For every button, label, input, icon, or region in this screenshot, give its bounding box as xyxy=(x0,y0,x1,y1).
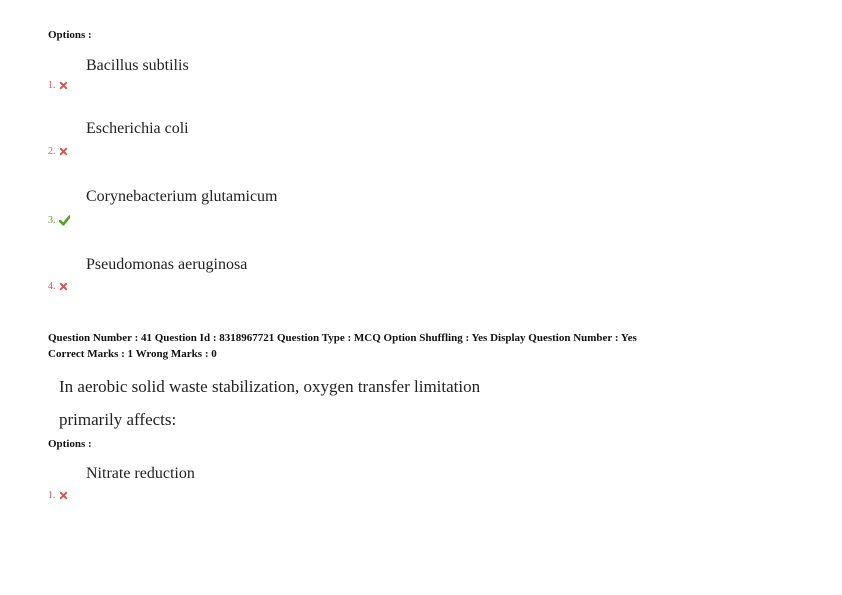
option-4-text: Pseudomonas aeruginosa xyxy=(86,256,248,273)
question-text-line1: In aerobic solid waste stabilization, oxygen transfer limitation xyxy=(59,377,481,396)
cross-icon xyxy=(59,491,68,500)
option-2-number: 2. xyxy=(48,146,56,157)
q41-option-1-number: 1. xyxy=(48,490,56,501)
option-1-number: 1. xyxy=(48,80,56,91)
option-2-text: Escherichia coli xyxy=(86,120,189,137)
cross-icon xyxy=(59,147,68,156)
question-meta-line1: Question Number : 41 Question Id : 8318967721 Question Type : MCQ Option Shuffling : Yes Display Question Number : Yes xyxy=(48,332,637,344)
options-label: Options : xyxy=(48,29,92,41)
options-label-2: Options : xyxy=(48,438,92,450)
cross-icon xyxy=(59,81,68,90)
option-4-marker xyxy=(48,281,68,292)
option-1-text: Bacillus subtilis xyxy=(86,57,189,74)
q41-option-1-text: Nitrate reduction xyxy=(86,465,195,482)
option-3-number: 3. xyxy=(48,215,56,226)
check-icon xyxy=(59,215,70,226)
q41-option-1-marker xyxy=(48,490,68,501)
option-4-number: 4. xyxy=(48,281,56,292)
question-text-line2: primarily affects: xyxy=(59,410,177,429)
option-1-marker xyxy=(48,80,68,91)
option-3-marker xyxy=(48,215,70,226)
option-3-text: Corynebacterium glutamicum xyxy=(86,188,278,205)
question-meta-line2: Correct Marks : 1 Wrong Marks : 0 xyxy=(48,348,217,360)
option-2-marker xyxy=(48,146,68,157)
cross-icon xyxy=(59,282,68,291)
